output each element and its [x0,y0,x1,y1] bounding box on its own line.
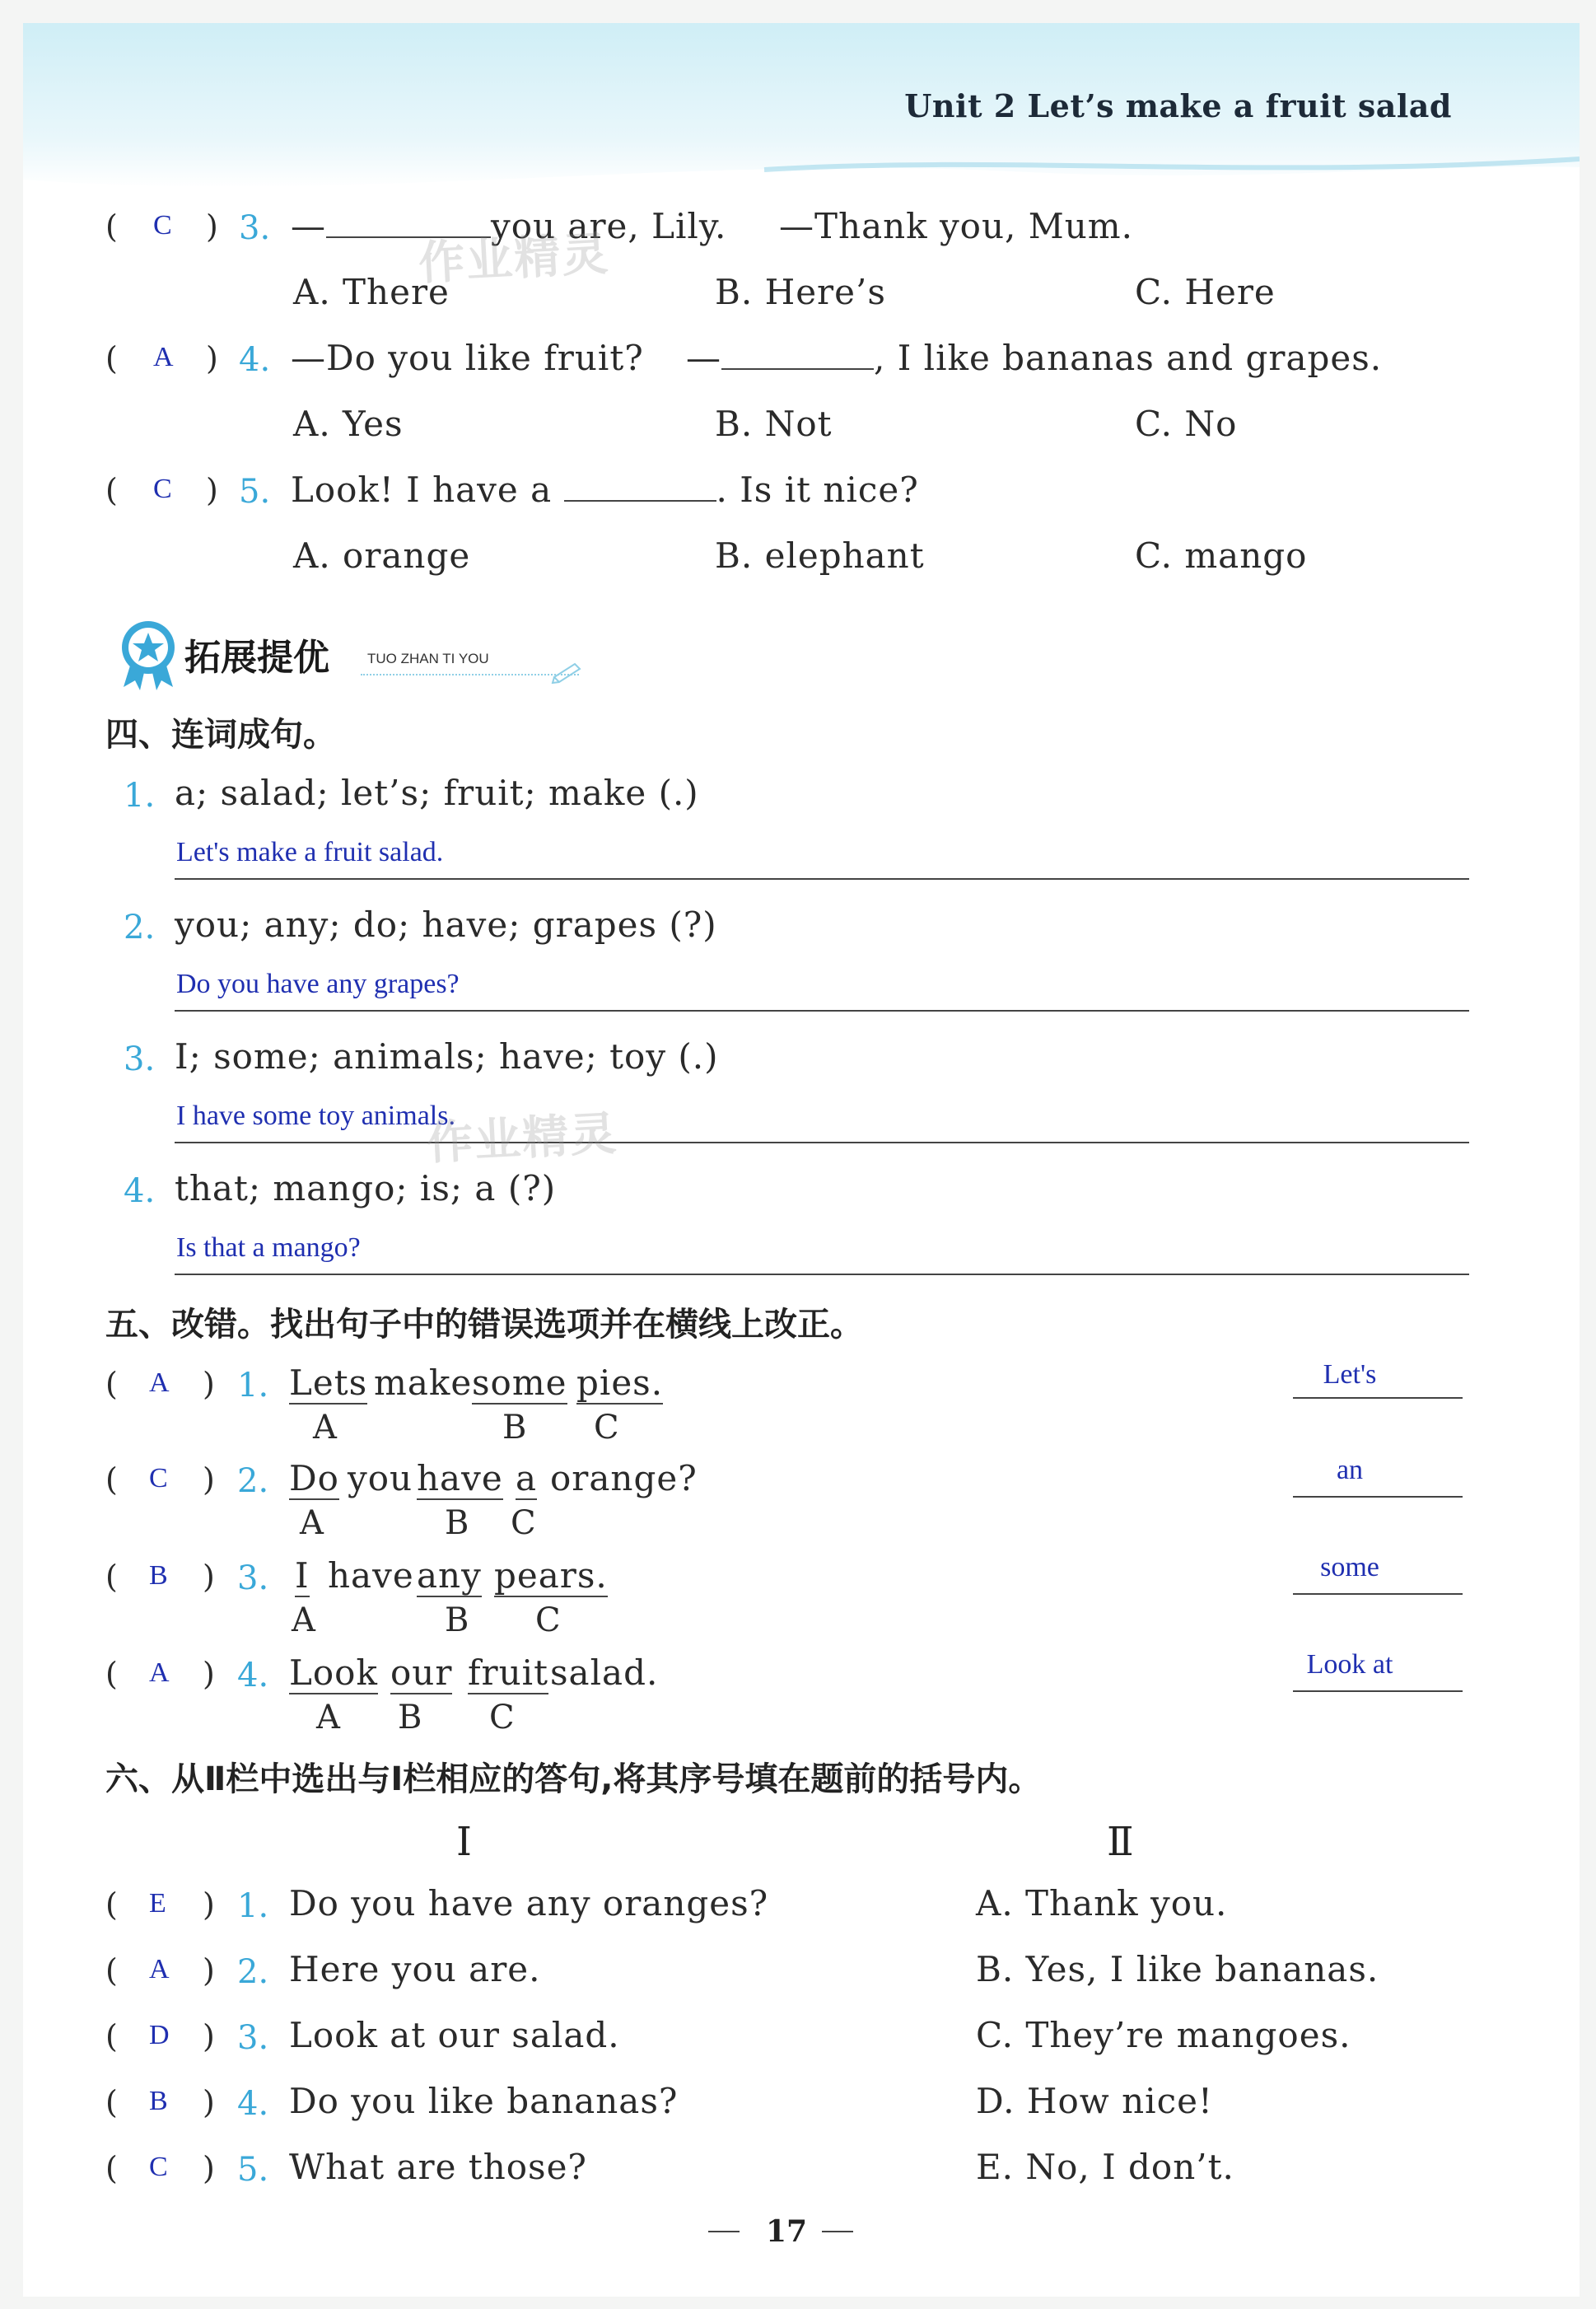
answer-paren-open: ( [105,2084,118,2120]
option-label: C [535,1601,561,1639]
option-label: B [445,1601,469,1639]
sentence-word: make [374,1362,473,1403]
answer-paren-close: ) [206,472,218,508]
error-option-b: our [390,1652,453,1693]
answer-paren-open: ( [105,1366,118,1402]
error-option-a: Lets [289,1362,368,1403]
question-sentence: Do you have any oranges? [289,1883,769,1923]
question-number: 4. [124,1172,156,1210]
answer-paren-close: ) [203,2150,215,2186]
answer-paren-close: ) [203,1366,215,1402]
header-wave-decoration [23,138,1580,213]
option-label: A [313,1409,337,1447]
answer-paren-open: ( [105,1886,118,1923]
watermark: 作业精灵 [425,1106,619,1171]
option-label: C [489,1699,515,1736]
response-option: D. How nice! [976,2081,1213,2121]
scrambled-words: a; salad; let’s; fruit; make (.) [175,773,699,813]
question-sentence: Look at our salad. [289,2015,620,2055]
page-number: 17 [766,2214,808,2249]
correction-line [1293,1496,1463,1498]
answer-paren-open: ( [105,340,118,376]
answer-text: A [149,1657,170,1688]
response-option: B. Yes, I like bananas. [976,1949,1379,1989]
correction-text: an [1336,1455,1364,1485]
option-a: A. Yes [293,404,404,444]
scrambled-words: you; any; do; have; grapes (?) [175,904,717,945]
option-label: B [398,1699,422,1736]
answer-paren-close: ) [203,1461,215,1498]
unit-title: Unit 2 Let’s make a fruit salad [904,87,1452,124]
scrambled-words: that; mango; is; a (?) [175,1168,557,1208]
option-label: C [594,1409,619,1447]
error-option-c: pears. [494,1555,608,1596]
option-b: B. Here’s [715,272,886,312]
sentence-word: orange? [550,1458,698,1498]
correction-text: Let's [1323,1359,1377,1390]
question-number: 4. [237,1657,269,1694]
medal-star-icon [115,616,181,690]
option-b: B. Not [715,404,833,444]
sentence-word: you [348,1458,413,1498]
response-option: E. No, I don’t. [976,2147,1234,2187]
response-option: A. Thank you. [976,1883,1228,1923]
option-c: C. No [1135,404,1238,444]
answer-text: C [153,474,172,504]
question-number: 3. [124,1040,156,1078]
question-number: 4. [237,2085,269,2123]
question-sentence: Here you are. [289,1949,541,1989]
correction-text: some [1320,1552,1379,1582]
pencil-icon [550,659,591,684]
answer-paren-close: ) [203,2084,215,2120]
option-c: C. Here [1135,272,1276,312]
answer-text: C [149,1463,168,1493]
error-option-a: I [295,1555,310,1596]
answer-paren-open: ( [105,1461,118,1498]
question-number: 1. [237,1887,269,1925]
answer-line [175,878,1469,880]
question-stem: Look! I have a . Is it nice? [291,470,919,510]
question-sentence: Do you like bananas? [289,2081,679,2121]
answer-paren-close: ) [203,1886,215,1923]
question-sentence: What are those? [289,2147,587,2187]
question-number: 2. [237,1953,269,1991]
column-header-1: Ⅰ [456,1819,472,1865]
answer-text: B [149,1560,168,1591]
question-number: 3. [237,1559,269,1597]
sentence-word: have [328,1555,414,1596]
option-label: A [316,1699,340,1736]
option-label: B [445,1504,469,1542]
footer-dash-right [822,2231,853,2232]
banner-title: 拓展提优 [184,637,329,679]
answer-paren-close: ) [203,2018,215,2054]
correction-text: Look at [1306,1649,1393,1680]
answer-paren-open: ( [105,1559,118,1595]
correction-line [1293,1397,1463,1399]
section-heading: 四、连词成句。 [105,716,336,754]
question-reply: —Thank you, Mum. [779,206,1133,246]
question-number: 5. [237,2151,269,2189]
answer-sentence: Let's make a fruit salad. [176,837,444,867]
answer-text: C [153,210,172,241]
option-b: B. elephant [715,535,925,576]
error-option-c: fruit [468,1652,548,1693]
question-number: 4. [239,341,271,379]
answer-text: B [149,2086,168,2116]
watermark: 作业精灵 [417,227,611,292]
banner-subtitle: TUO ZHAN TI YOU [367,651,489,666]
workbook-page [23,23,1580,2297]
footer-dash-left [708,2231,740,2232]
option-a: A. orange [293,535,471,576]
answer-text: A [149,1954,170,1984]
answer-paren-close: ) [203,1952,215,1989]
option-label: A [292,1601,315,1639]
sentence-word: salad. [550,1652,659,1693]
answer-paren-close: ) [203,1559,215,1595]
answer-paren-open: ( [105,472,118,508]
section-heading: 六、从Ⅱ栏中选出与Ⅰ栏相应的答句,将其序号填在题前的括号内。 [105,1760,1042,1798]
answer-text: A [153,342,174,372]
answer-text: E [149,1888,166,1919]
option-label: A [300,1504,324,1542]
correction-line [1293,1593,1463,1595]
error-option-a: Look [289,1652,378,1693]
banner-dotted-rule [361,674,579,675]
answer-sentence: Do you have any grapes? [176,969,460,999]
answer-text: A [149,1367,170,1398]
response-option: C. They’re mangoes. [976,2015,1351,2055]
error-option-a: Do [289,1458,339,1498]
question-number: 2. [237,1462,269,1500]
answer-line [175,1010,1469,1012]
option-c: C. mango [1135,535,1308,576]
option-label: B [502,1409,527,1447]
scrambled-words: I; some; animals; have; toy (.) [175,1036,719,1077]
answer-paren-open: ( [105,2150,118,2186]
section-heading: 五、改错。找出句子中的错误选项并在横线上改正。 [105,1306,863,1344]
question-stem-blank: — , I like bananas and grapes. [686,338,1383,378]
answer-text: D [149,2020,170,2050]
error-option-c: pies. [576,1362,664,1403]
column-header-2: Ⅱ [1107,1819,1134,1865]
answer-sentence: Is that a mango? [176,1232,361,1263]
answer-paren-open: ( [105,2018,118,2054]
answer-sentence: I have some toy animals. [176,1101,455,1131]
error-option-b: have [417,1458,503,1498]
answer-paren-open: ( [105,1656,118,1692]
question-number: 1. [237,1367,269,1405]
question-number: 5. [239,473,271,511]
error-option-b: any [417,1555,482,1596]
answer-line [175,1142,1469,1143]
error-option-b: some [472,1362,567,1403]
question-stem: —Do you like fruit? [291,338,644,378]
question-number: 2. [124,909,156,947]
error-option-c: a [516,1458,538,1498]
answer-paren-open: ( [105,208,118,245]
question-number: 1. [124,777,156,815]
answer-text: C [149,2152,168,2182]
answer-paren-close: ) [203,1656,215,1692]
answer-paren-close: ) [206,208,218,245]
option-label: C [511,1504,536,1542]
answer-paren-open: ( [105,1952,118,1989]
question-number: 3. [237,2019,269,2057]
question-number: 3. [239,209,271,247]
correction-line [1293,1690,1463,1692]
question-stem: — you are, Lily. [291,206,727,246]
option-a: A. There [293,272,450,312]
answer-paren-close: ) [206,340,218,376]
answer-line [175,1274,1469,1275]
